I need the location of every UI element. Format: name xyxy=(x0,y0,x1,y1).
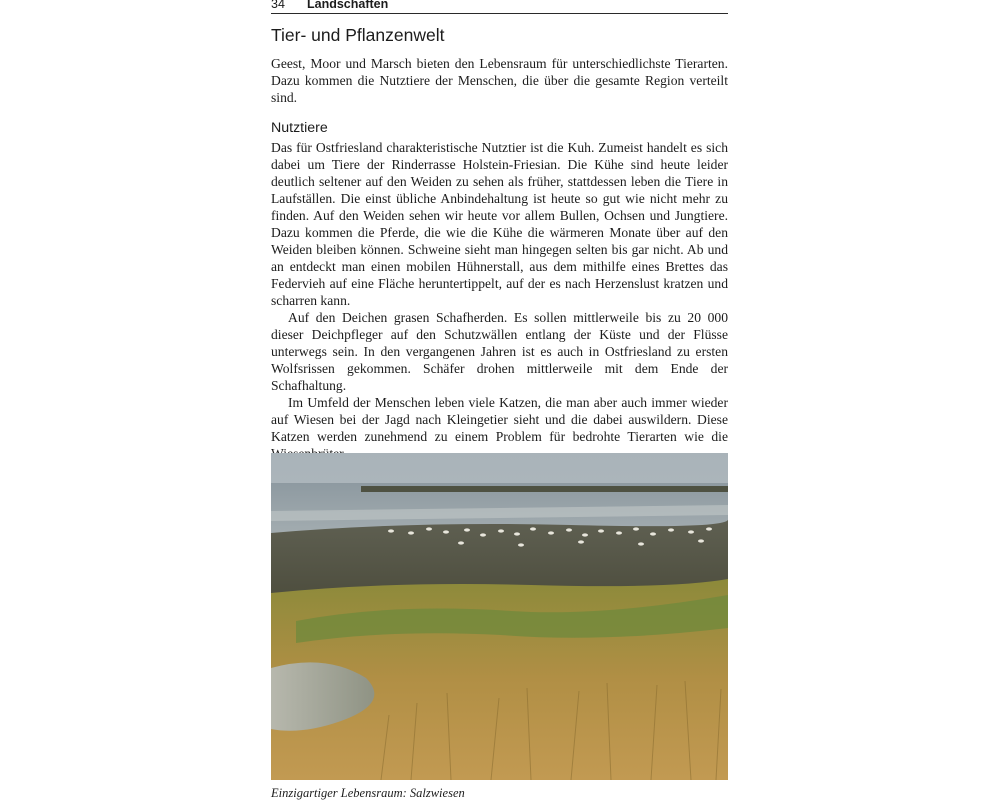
dike xyxy=(361,486,728,492)
page-number: 34 xyxy=(271,0,285,11)
running-header xyxy=(271,0,728,14)
section-title: Landschaften xyxy=(307,0,389,11)
photo-caption: Einzigartiger Lebensraum: Salzwiesen xyxy=(271,786,465,800)
paragraph-livestock: Das für Ostfriesland charakteristische Nutztier ist die Kuh. Zumeist handelt es sich dabei um Tiere der Rinderrasse Holstein-Friesian. Die Kühe sind heute leider deutlich seltener auf den Weiden zu sehen als früher, stattdessen leben die Tiere in Laufställen. Die einst übliche Anbindehaltung ist heute so gut wie nicht mehr zu finden. Auf den Weiden sehen wir heute vor allem Bullen, Ochsen und Jungtiere. Dazu kommen die Pferde, die wie die Kühe die wärmeren Monate über auf den Weiden bleiben können. Schweine sieht man hingegen selten bis gar nicht. Ab und an entdeckt man einen mobilen Hühnerstall, aus dem mithilfe eines Brettes das Federvieh auf eine Fläche heruntertippelt, auf der es nach Herzenslust kratzen und scharren kann. xyxy=(271,140,728,308)
salt-marsh-photo xyxy=(271,453,728,780)
subsection-title: Nutztiere xyxy=(271,120,328,136)
body-text xyxy=(271,139,728,462)
paragraph-sheep: Auf den Deichen grasen Schafherden. Es sollen mittlerweile bis zu 20 000 dieser Deichpfleger auf den Schutzwällen entlang der Küste und der Flüsse unterwegs sein. In den vergangenen Jahren ist es auch in Ostfriesland zu ersten Wolfsrissen gekommen. Schäfer drohen mittlerweile mit dem Ende der Schafhaltung. xyxy=(271,310,728,393)
page-title: Tier- und Pflanzenwelt xyxy=(271,25,445,45)
paragraph-cats: Im Umfeld der Menschen leben viele Katzen, die man aber auch immer wieder auf Wiesen bei der Jagd nach Kleingetier sieht und die dabei auswildern. Diese Katzen werden zunehmend zu einem Problem für bedrohte Tierarten wie die xyxy=(271,395,728,444)
intro-paragraph: Geest, Moor und Marsch bieten den Lebensraum für unterschiedlichste Tierarten. Dazu kommen die Nutztiere der Menschen, die über die gesamte Region verteilt sind. xyxy=(271,56,728,105)
